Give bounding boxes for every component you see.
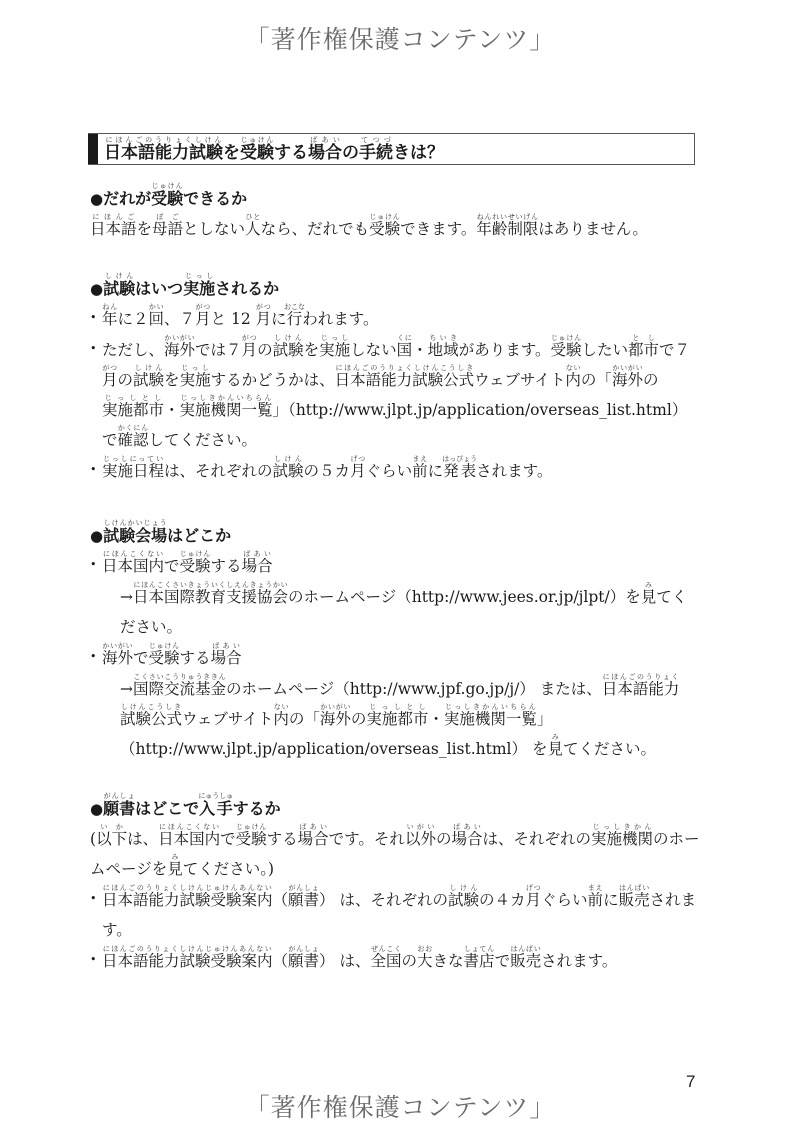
section-when-held	[90, 272, 700, 486]
list-item: • 海外かいがいで受験じゅけんする場合ばあい	[90, 642, 700, 673]
section-heading: ●だれが受験じゅけんできるか	[90, 182, 248, 208]
section-heading: ●願書がんしょはどこで入手にゅうしゅするか	[90, 792, 281, 818]
bullet-icon: •	[90, 892, 97, 905]
copyright-watermark-bottom: 「著作権保護コンテンツ」	[244, 1093, 556, 1122]
bullet-icon: •	[90, 558, 97, 571]
link-jpf[interactable]: http://www.jpf.go.jp/j/	[349, 680, 520, 698]
section-heading: ●試験しけんはいつ実施じっしされるか	[90, 272, 280, 298]
link-jees[interactable]: http://www.jees.or.jp/jlpt/	[411, 588, 610, 606]
section-heading: ●試験会場しけんかいじょうはどこか	[90, 519, 232, 545]
title-accent-bar	[88, 134, 98, 164]
list-subitem: →日本国際教育支援協会にほんこくさいきょういくしえんきょうかいのホームページ（http://www.jees.or.jp/jlpt/）を見みてください。	[120, 581, 688, 636]
section-title-box	[88, 133, 695, 165]
bullet-icon: •	[90, 463, 97, 476]
arrow-icon: →	[120, 680, 133, 698]
bullet-icon: •	[90, 342, 97, 355]
list-item: • 日本語能力試験受験案内にほんごのうりょくしけんじゅけんあんない（願書がんしょ） は、全国ぜんこくの大おおきな書店しょてんで販売はんばいされます。	[90, 945, 700, 976]
copyright-watermark-top: 「著作権保護コンテンツ」	[244, 25, 556, 54]
bullet-icon: •	[90, 650, 97, 663]
section-who-can-take	[90, 182, 700, 244]
list-item: • 日本国内にほんこくないで受験じゅけんする場合ばあい	[90, 550, 700, 581]
arrow-icon: →	[120, 588, 133, 606]
section-test-venue	[90, 519, 700, 764]
page-number: 7	[686, 1072, 696, 1091]
list-item: • ただし、海外かいがいでは７月がつの試験しけんを実施じっししない国くに・地域ちいきがあります。受験じゅけんしたい都市としで７月がつの試験しけんを実施じっしするかどうかは、日本語能力試験公式にほんごのうりょくしけんこうしきウェブサイト内ないの「海外かいがいの実施都市じっしとし・実施機関一覧じっしきかんいちらん」（http://www.jlpt.jp/application/overseas_list.html） で確認かくにんしてください。	[90, 334, 700, 455]
section-application-form	[90, 792, 700, 976]
list-subitem: →国際交流基金こくさいこうりゅうききんのホームページ（http://www.jpf.go.jp/j/） または、日本語能力にほんごのうりょく試験公式しけんこうしきウェブサイト内ないの「海外かいがいの実施都市じっしとし・実施機関一覧じっしきかんいちらん」（http://www.jlpt.jp/application/overseas_list.html） を見みてください。	[120, 673, 680, 758]
link-jlpt-overseas[interactable]: http://www.jlpt.jp/application/overseas_list.html	[135, 740, 512, 758]
list-item: • 実施日程じっしにっていは、それぞれの試験しけんの５カ月げつぐらい前まえに発表はっぴょうされます。	[90, 455, 700, 486]
section-note: (以下いかは、日本国内にほんこくないで受験じゅけんする場合ばあいです。それ以外いがいの場合ばあいは、それぞれの実施機関じっしきかんのホームページを見みてください。)	[90, 823, 700, 878]
page-title: 日本語能力試験にほんごのうりょくしけんを受験じゅけんする場合ばあいの手続てつづきは？	[104, 136, 444, 163]
list-item: • 年ねんに２回かい、７月がつと 12 月がつに行おこなわれます。	[90, 303, 700, 334]
bullet-icon: •	[90, 953, 97, 966]
section-body: 日本語にほんごを母語ぼごとしない人ひとなら、だれでも受験じゅけんできます。年齢制限ねんれいせいげんはありません。	[90, 213, 648, 238]
link-jlpt-overseas[interactable]: http://www.jlpt.jp/application/overseas_list.html	[295, 401, 672, 419]
bullet-icon: •	[90, 311, 97, 324]
list-item: • 日本語能力試験受験案内にほんごのうりょくしけんじゅけんあんない（願書がんしょ） は、それぞれの試験しけんの４カ月げつぐらい前まえに販売はんばいされます。	[90, 884, 700, 945]
